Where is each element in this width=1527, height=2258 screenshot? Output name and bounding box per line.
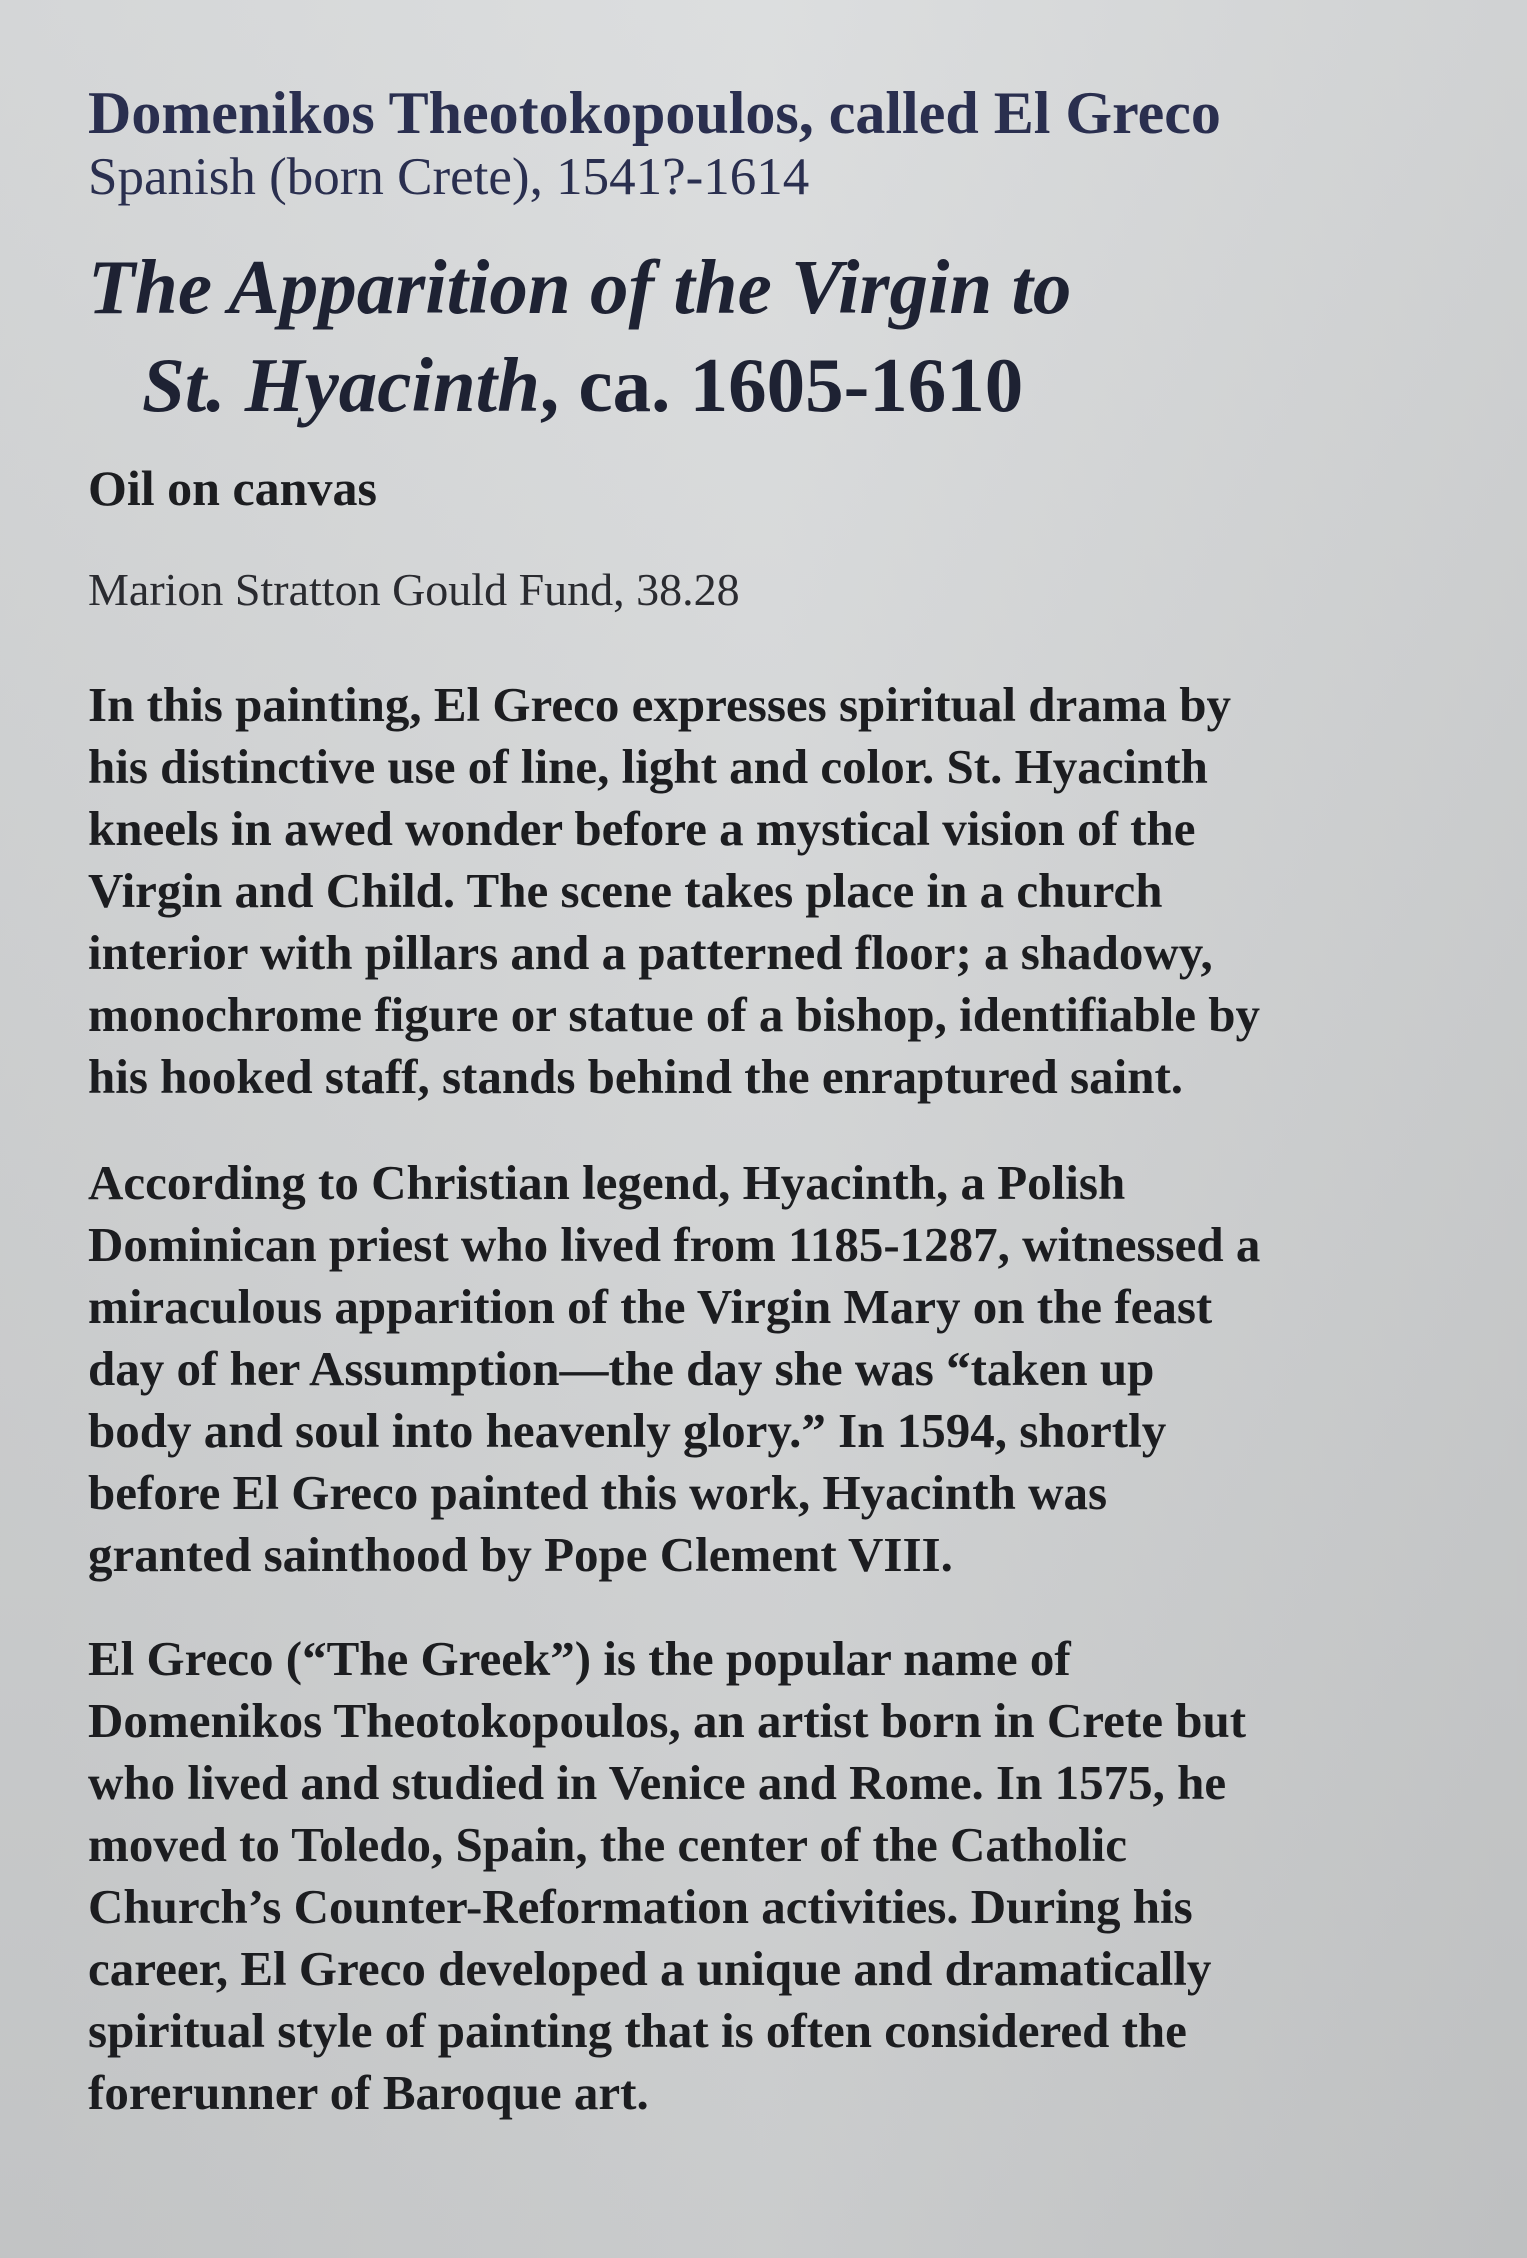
paragraph-line: Domenikos Theotokopoulos, an artist born in Crete but <box>88 1693 1247 1748</box>
paragraph-line: In this painting, El Greco expresses spiritual drama by <box>88 677 1232 732</box>
paragraph-line: Virgin and Child. The scene takes place in a church <box>88 863 1163 918</box>
artist-name: Domenikos Theotokopoulos, called El Greco <box>88 80 1221 146</box>
paragraph-line: body and soul into heavenly glory.” In 1594, shortly <box>88 1403 1167 1458</box>
description-paragraph-3 <box>88 1628 1468 2124</box>
museum-wall-label <box>88 80 1468 2124</box>
paragraph-line: who lived and studied in Venice and Rome. In 1575, he <box>88 1755 1227 1810</box>
description-paragraph-1 <box>88 674 1468 1108</box>
artist-nationality-dates: Spanish (born Crete), 1541?-1614 <box>88 148 810 206</box>
artwork-date: , ca. 1605-1610 <box>539 342 1024 428</box>
credit-line: Marion Stratton Gould Fund, 38.28 <box>88 564 740 615</box>
paragraph-line: miraculous apparition of the Virgin Mary on the feast <box>88 1279 1213 1334</box>
paragraph-line: El Greco (“The Greek”) is the popular name of <box>88 1631 1071 1686</box>
paragraph-line: interior with pillars and a patterned floor; a shadowy, <box>88 925 1213 980</box>
paragraph-line: Church’s Counter-Reformation activities. During his <box>88 1879 1193 1934</box>
artwork-medium: Oil on canvas <box>88 460 377 516</box>
artwork-title-line-2 <box>88 336 1468 434</box>
paragraph-line: his distinctive use of line, light and color. St. Hyacinth <box>88 739 1208 794</box>
paragraph-line: moved to Toledo, Spain, the center of the Catholic <box>88 1817 1127 1872</box>
artwork-title <box>88 238 1468 434</box>
paragraph-line: day of her Assumption—the day she was “taken up <box>88 1341 1155 1396</box>
artwork-title-saint: St. Hyacinth <box>142 342 540 428</box>
paragraph-line: forerunner of Baroque art. <box>88 2065 649 2120</box>
paragraph-line: before El Greco painted this work, Hyacinth was <box>88 1465 1108 1520</box>
paragraph-line: According to Christian legend, Hyacinth, a Polish <box>88 1155 1126 1210</box>
paragraph-line: spiritual style of painting that is often considered the <box>88 2003 1187 2058</box>
paragraph-line: kneels in awed wonder before a mystical vision of the <box>88 801 1196 856</box>
artwork-title-line-1: The Apparition of the Virgin to <box>88 244 1072 330</box>
description-paragraph-2 <box>88 1152 1468 1586</box>
paragraph-line: monochrome figure or statue of a bishop, identifiable by <box>88 987 1260 1042</box>
paragraph-line: granted sainthood by Pope Clement VIII. <box>88 1527 953 1582</box>
paragraph-line: Dominican priest who lived from 1185-1287, witnessed a <box>88 1217 1261 1272</box>
paragraph-line: his hooked staff, stands behind the enraptured saint. <box>88 1049 1184 1104</box>
paragraph-line: career, El Greco developed a unique and dramatically <box>88 1941 1212 1996</box>
